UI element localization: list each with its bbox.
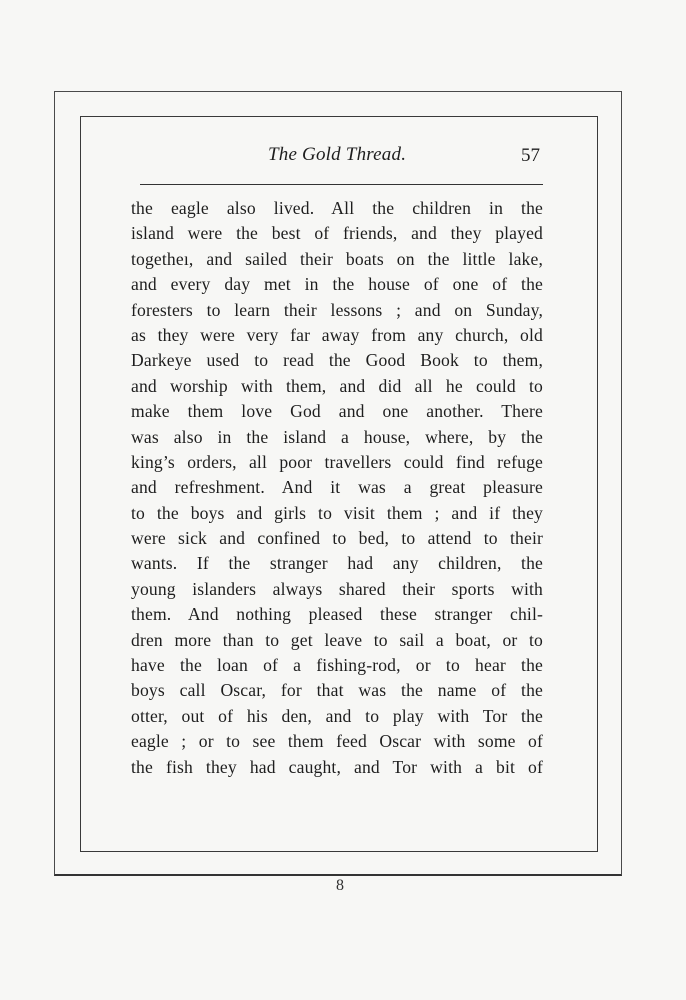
running-title: The Gold Thread. xyxy=(268,144,407,165)
text-line: dren more than to get leave to sail a boat, or to xyxy=(131,629,543,650)
text-line: and worship with them, and did all he could to xyxy=(131,375,543,396)
text-line: to the boys and girls to visit them ; and if they xyxy=(131,502,543,523)
text-line: make them love God and one another. There xyxy=(131,401,543,422)
text-line: wants. If the stranger had any children, the xyxy=(131,553,543,574)
text-line: them. And nothing pleased these stranger chil- xyxy=(131,604,543,625)
text-line: have the loan of a fishing-rod, or to hear the xyxy=(131,655,543,676)
page-number: 57 xyxy=(521,145,540,166)
text-line: island were the best of friends, and they played xyxy=(131,223,543,244)
text-line: eagle ; or to see them feed Oscar with some of xyxy=(131,731,543,752)
header-rule xyxy=(140,184,543,185)
text-line: boys call Oscar, for that was the name of the xyxy=(131,680,543,701)
text-line: the eagle also lived. All the children in the xyxy=(131,198,543,218)
text-line: and refreshment. And it was a great pleasure xyxy=(131,477,543,498)
text-line: was also in the island a house, where, by the xyxy=(131,426,543,447)
text-line: were sick and confined to bed, to attend to their xyxy=(131,528,543,549)
signature-mark: 8 xyxy=(336,877,344,894)
running-head xyxy=(140,144,544,172)
text-line: the fish they had caught, and Tor with a bit of xyxy=(131,756,543,777)
text-line: togetheı, and sailed their boats on the little lake, xyxy=(131,248,543,269)
text-line: and every day met in the house of one of the xyxy=(131,274,543,295)
text-line: young islanders always shared their sports with xyxy=(131,578,543,599)
body-text xyxy=(131,196,543,780)
text-line: king’s orders, all poor travellers could find refuge xyxy=(131,451,543,472)
text-line: otter, out of his den, and to play with Tor the xyxy=(131,705,543,726)
text-line: as they were very far away from any church, old xyxy=(131,324,543,345)
text-line: Darkeye used to read the Good Book to them, xyxy=(131,350,543,371)
text-line: foresters to learn their lessons ; and on Sunday, xyxy=(131,299,543,320)
